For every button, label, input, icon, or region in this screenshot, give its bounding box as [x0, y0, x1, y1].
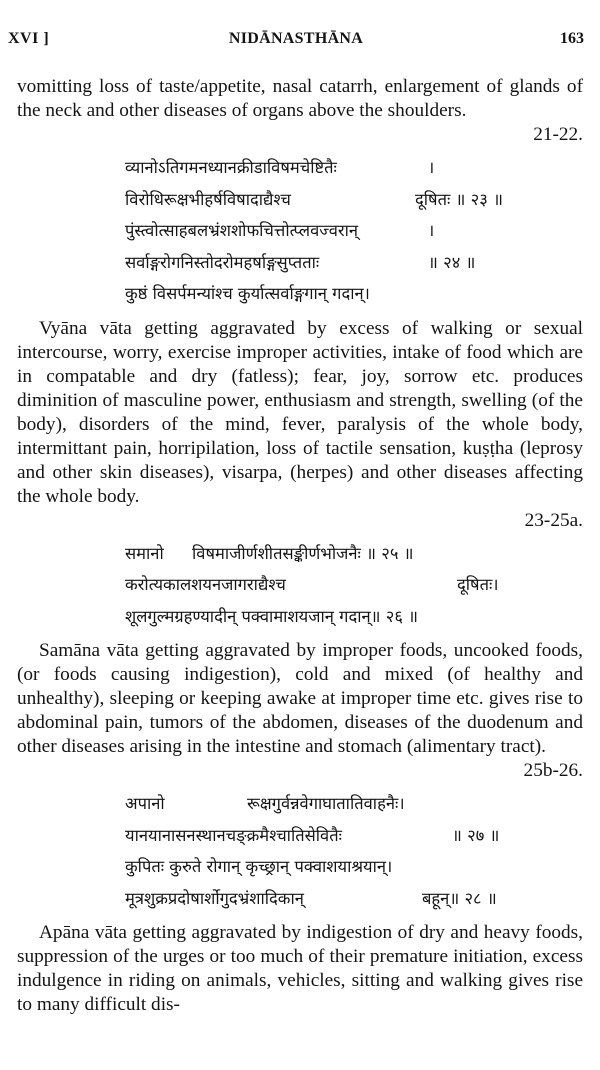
verse-segment: । [428, 158, 435, 177]
verse-text: यानयानासनस्थानचङ्क्रमैश्चातिसेवितैः [125, 825, 342, 845]
prose-paragraph [17, 317, 583, 509]
verse-text: व्यानोऽतिगमनध्यानक्रीडाविषमचेष्टितैः [125, 158, 337, 177]
verse-text: मूत्रशुक्रप्रदोषार्शोगुदभ्रंशादिकान् [125, 888, 304, 908]
verse-segment: । [428, 221, 435, 240]
verse-reference: 21-22. [533, 124, 583, 145]
verse-reference: 23-25a. [524, 509, 583, 531]
verse-text: करोत्यकालशयनजागराद्यैश्च [125, 575, 286, 594]
chapter-marker: XVI ] [8, 30, 50, 47]
verse-segment: ॥ २७ ॥ [452, 825, 500, 845]
sanskrit-verse [17, 788, 583, 914]
verse-text: समानो [125, 543, 164, 563]
verse-line [17, 601, 583, 633]
paragraph-text: Vyāna vāta getting aggravated by excess of walking or sexual intercourse, worry, exercise improper activities, intake of food which are in compatable and dry (fatless); fear, joy, sorrow etc. produces diminition of masculine power, enthusiasm and strength, swelling (of the body), disorders of the mind, fever, paralysis of the whole body, intermittant pain, horripilation, loss of tactile sensation, kuṣṭha (leprosy and other skin diseases), visarpa, (herpes) and other diseases affecting the whole body. [17, 317, 583, 507]
verse-line [17, 215, 583, 247]
verse-line [17, 278, 583, 310]
verse-line [17, 851, 583, 883]
prose-paragraph [17, 75, 583, 123]
verse-line [17, 184, 583, 216]
running-header [8, 30, 584, 56]
verse-text: सर्वाङ्गरोगनिस्तोदरोमहर्षाङ्गसुप्तताः [125, 252, 320, 272]
verse-text: शूलगुल्मग्रहण्यादीन् पक्वामाशयजान् गदान्॥ २६ ॥ [125, 606, 419, 626]
sanskrit-verse [17, 152, 583, 310]
paragraph-text: vomitting loss of taste/appetite, nasal catarrh, enlargement of glands of the neck and other diseases of organs above the shoulders. [17, 76, 583, 121]
verse-segment: विषमाजीर्णशीतसङ्कीर्णभोजनैः ॥ २५ ॥ [192, 543, 414, 563]
sanskrit-verse [17, 538, 583, 633]
prose-paragraph [17, 639, 583, 759]
page-number: 163 [560, 30, 584, 47]
verse-line [17, 538, 583, 570]
verse-segment: बहून्॥ २८ ॥ [422, 888, 497, 908]
verse-segment: दूषितः। [457, 575, 499, 594]
paragraph-text: Apāna vāta getting aggravated by indigestion of dry and heavy foods, suppression of the urges or too much of their premature initiation, excess indulgence in riding on animals, vehicles, sitting and walking gives rise to many difficult dis- [17, 922, 583, 1015]
verse-line [17, 820, 583, 852]
verse-text: पुंस्त्वोत्साहबलभ्रंशशोफचित्तोत्प्लवज्वरान् [125, 221, 359, 240]
verse-text: अपानो [125, 794, 165, 813]
page-body [17, 75, 583, 1017]
running-title: NIDĀNASTHĀNA [228, 30, 364, 47]
verse-line [17, 569, 583, 601]
verse-reference: 25b-26. [523, 760, 583, 781]
verse-line [17, 152, 583, 184]
verse-segment: दूषितः ॥ २३ ॥ [415, 189, 503, 209]
verse-line [17, 788, 583, 820]
verse-segment: रूक्षगुर्वन्नवेगाघातातिवाहनैः। [247, 794, 405, 813]
verse-text: कुपितः कुरुते रोगान् कृच्छ्रान् पक्वाशयाश्रयान्। [125, 857, 393, 876]
verse-text: विरोधिरूक्षभीहर्षविषादाद्यैश्च [125, 189, 291, 209]
verse-line [17, 247, 583, 279]
verse-segment: ॥ २४ ॥ [428, 252, 476, 272]
verse-line [17, 883, 583, 915]
prose-paragraph [17, 921, 583, 1017]
paragraph-text: Samāna vāta getting aggravated by improper foods, uncooked foods, (or foods causing indigestion), cold and mixed (of healthy and unhealthy), sleeping or keeping awake at improper time etc. gives rise to abdominal pain, tumors of the abdomen, diseases of the duodenum and other diseases arising in the intestine and stomach (alimentary tract). [17, 640, 583, 757]
verse-text: कुष्ठं विसर्पमन्यांश्च कुर्यात्सर्वाङ्गगान् गदान्। [125, 284, 370, 303]
